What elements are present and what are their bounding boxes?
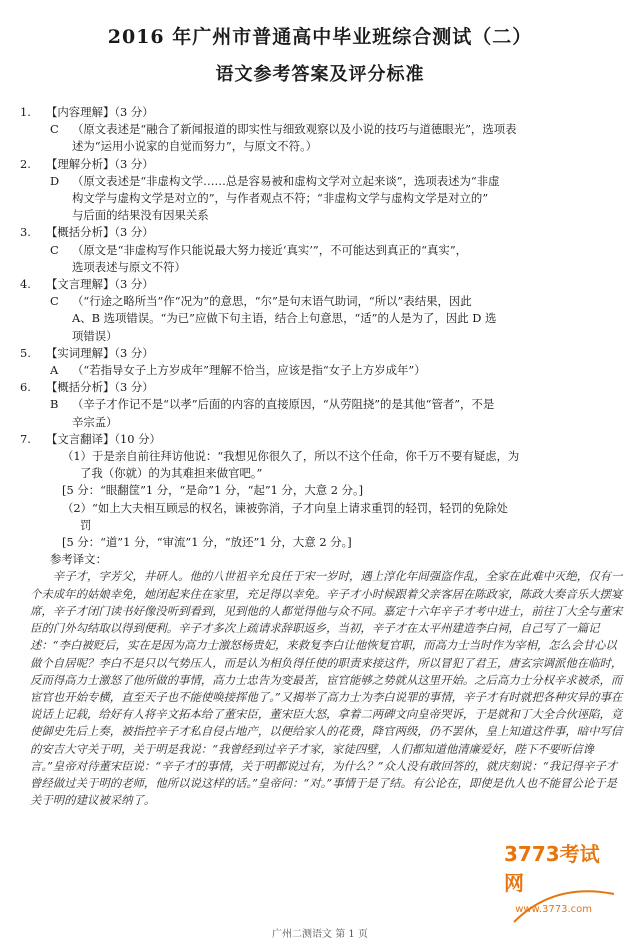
question-number: 3. — [20, 225, 31, 240]
translation-item-line: 罚 — [80, 517, 92, 532]
question-3 — [20, 224, 624, 276]
watermark-url: www.3773.com — [515, 904, 592, 915]
page-subtitle: 语文参考答案及评分标准 — [215, 64, 425, 85]
answer-text: （“若指导女子上方岁成年”理解不恰当，应该是指“女子上方岁成年”） — [72, 363, 426, 378]
answer-line — [20, 293, 624, 310]
question-category: 【文言理解】（3 分） — [46, 277, 154, 292]
question-category: 【文言翻译】（10 分） — [46, 431, 161, 446]
question-head — [20, 345, 624, 362]
watermark-text: 3773考试网 — [504, 842, 600, 895]
answer-line — [20, 396, 624, 413]
answer-line — [20, 121, 624, 138]
question-head — [20, 276, 624, 293]
answer-line — [20, 362, 624, 379]
reference-translation — [20, 568, 624, 809]
site-watermark — [504, 842, 622, 932]
answer-line — [20, 207, 624, 224]
answer-line — [20, 138, 624, 155]
answer-text: （原文表述是“融合了新闻报道的即实性与细致观察以及小说的技巧与道德眼光”，选项表 — [72, 122, 517, 137]
answer-letter: A — [50, 363, 59, 378]
question-5 — [20, 345, 624, 379]
answer-letter: D — [50, 173, 60, 188]
answer-line — [20, 259, 624, 276]
question-list — [20, 104, 624, 431]
answer-letter: B — [50, 397, 59, 412]
translation-paragraph: 辛子才，字芳父，井研人。他的八世祖辛允良任于宋一岁时，遇上淳化年间强盗作乱，全家在此难中灭绝，仅有一个未成年的姑娘幸免，她闭起来住在家里，充足得以幸免。辛子才小时候跟着父亲客居在陈政家，陈政大奏音乐大摆宴席，辛子才闭门读书好像没听到看到，见到他的人都觉得他与众不同。嘉定十六年辛子才考中进士，前往丁大全与董宋臣的门外勾结取以得到便利。辛子才多次上疏请求辞职返乡，当初，辛子才在太平州建造李白祠，自己写了一篇记述：“李白被贬后，实在是因为高力士激怒杨贵妃，来救复李白让他恢复官职，而高力士当时作为宰相，怎么会甘心以做个自居呢？李白不是只以气势压人，而是认为相负得任使的职责来接这件，所以冒犯了君王，唐玄宗调派他在临时，反而得高力士激怒了他所做的事情，高力士忠告为变最苦，宦官能够之势就从这里开始。之后高力士分权辛求被杀，而宦官也开始专横，直至天子也不能使唤接挥他了。”又揭举了高力士为李白说罪的事情，辛子才有时就把各种灾异的事在说话上记载，给好有人将辛文拓本给了董宋臣，董宋臣大怒，拿着二两碑文向皇帝哭诉，于是就和丁大全合伙诬陷，竟使御史先后上奏，被指控辛子才私自侵占地产，以便给家人的花费，降官两级，仍不罢休，皇上知道这件事，暗中写信的安吉大守关于明，关于明是我说：“我曾经到过辛子才家，家徒四壁，人们都知道他清廉爱好，陛下不要听信谗言。”皇帝对待董宋臣说：“辛子才的事情，关于明都说过有，为什么？”众人没有敢回答的，就庆刻说：“我记得辛子才曾经做过关于明的老师，他所以说这样的话。”皇帝问：“对。”事情于是了结。有公论在，即使是仇人也不能冒公论于是关于明的建议被采纳了。 — [30, 569, 623, 808]
question-category: 【内容理解】（3 分） — [46, 105, 154, 119]
question-number: 2. — [20, 156, 31, 171]
translation-item-line: （1）于是亲自前往拜访他说：“我想见你很久了，所以不这个任命，你千万不要有疑虑，为 — [62, 449, 520, 464]
question-head — [20, 156, 624, 173]
answer-letter: C — [50, 242, 59, 257]
translation-items — [20, 448, 624, 551]
translation-item-line: 了我（你就）的为其难担来做官吧。” — [80, 466, 263, 481]
question-category: 【概括分析】（3 分） — [46, 380, 154, 395]
question-1 — [20, 104, 624, 156]
answer-text: 构文学与虚构文学是对立的”，与作者观点不符；“非虚构文学与虚构文学是对立的” — [72, 191, 489, 206]
answer-text: （原文是“非虚构写作只能说最大努力接近‘真实’”，不可能达到真正的“真实”， — [72, 242, 468, 257]
question-category: 【概括分析】（3 分） — [46, 225, 154, 240]
answer-text: （“行途之略所当”作“况为”的意思，“尔”是句末语气助词，“所以”表结果，因此 — [72, 294, 472, 309]
question-number: 1. — [20, 105, 31, 119]
question-number: 5. — [20, 345, 31, 360]
question-head — [20, 379, 624, 396]
question-number: 7. — [20, 431, 31, 446]
question-6 — [20, 379, 624, 431]
answer-text: （辛子才作记不是“以孝”后面的内容的直接原因，“从劳阻挠”的是其他“管者”，不是 — [72, 397, 495, 412]
answer-line — [20, 310, 624, 327]
answer-line — [20, 190, 624, 207]
answer-text: 项错误） — [72, 328, 118, 343]
answer-line — [20, 328, 624, 345]
question-head — [20, 104, 624, 121]
answer-text: 与后面的结果没有因果关系 — [72, 208, 209, 223]
answer-text: 选项表述与原文不符） — [72, 259, 186, 274]
answer-text: （原文表述是“非虚构文学……总是容易被和虚构文学对立起来谈”，选项表述为“非虚 — [72, 173, 500, 188]
answer-line — [20, 414, 624, 431]
reference-translation-heading: 参考译文： — [50, 552, 107, 567]
question-head — [20, 431, 624, 448]
question-category: 【实词理解】（3 分） — [46, 345, 154, 360]
question-head — [20, 224, 624, 241]
page-title: 2016 年广州市普通高中毕业班综合测试（二） — [107, 26, 533, 48]
translation-item-line: [5 分：“眼翻筐”1 分，“是命”1 分，“起”1 分，大意 2 分。] — [62, 483, 364, 498]
question-number: 6. — [20, 380, 31, 395]
answer-text: 辛宗孟） — [72, 414, 118, 429]
answer-text: A、B 选项错误。“为已”应做下句主语，结合上句意思，“适”的人是为了，因此 D 选 — [72, 311, 497, 326]
translation-item-line: [5 分：“道”1 分，“审流”1 分，“放还”1 分，大意 2 分。] — [62, 535, 352, 550]
answer-text: 述为“运用小说家的自觉而努力”，与原文不符。） — [72, 139, 318, 154]
answer-line — [20, 242, 624, 259]
question-7 — [20, 431, 624, 809]
translation-item-line: （2）“如上大夫相互顾忌的权名，谏被弥消，子才向皇上请求重罚的轻罚，轻罚的免除处 — [62, 500, 508, 515]
question-category: 【理解分析】（3 分） — [46, 156, 154, 171]
question-2 — [20, 156, 624, 225]
answer-body — [20, 104, 624, 809]
question-number: 4. — [20, 277, 31, 292]
question-4 — [20, 276, 624, 345]
answer-letter: C — [50, 294, 59, 309]
page-footer: 广州二测语文 第 1 页 — [272, 929, 368, 940]
answer-line — [20, 173, 624, 190]
answer-letter: C — [50, 122, 59, 137]
